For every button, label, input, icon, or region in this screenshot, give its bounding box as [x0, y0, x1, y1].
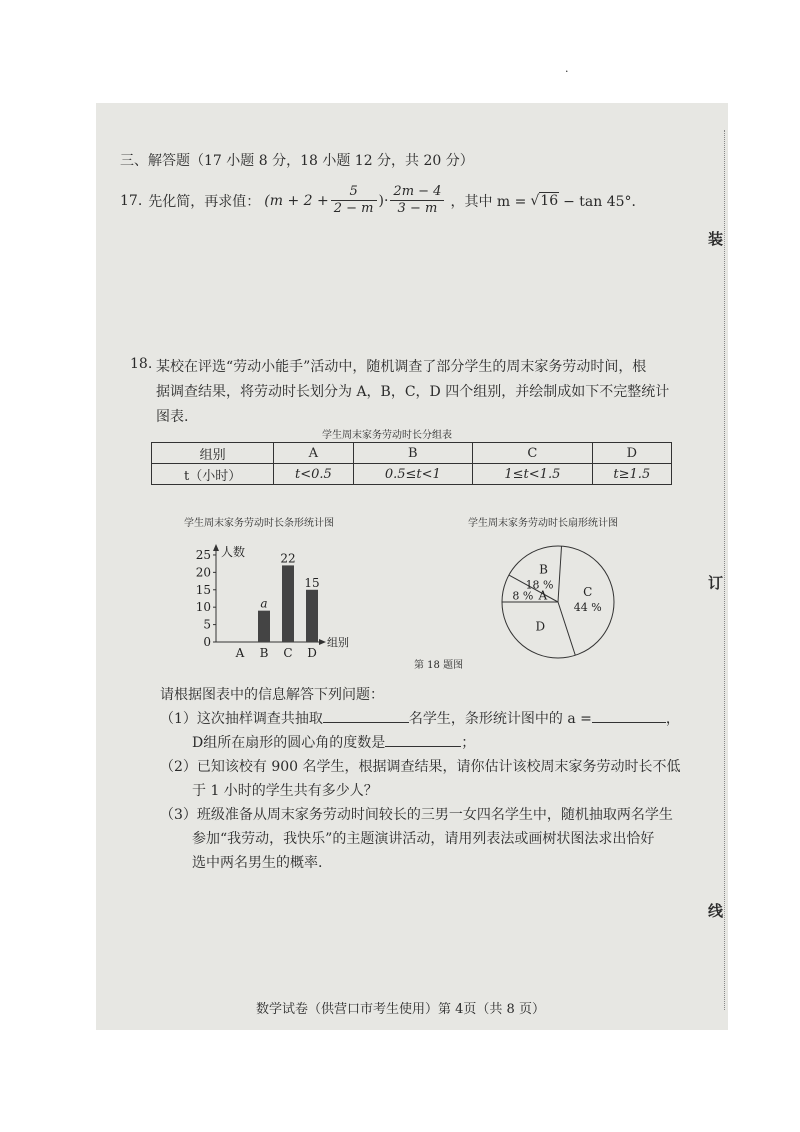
- table-cell: 0.5≤t<1: [353, 464, 473, 485]
- pie-slice-boundary: [558, 602, 575, 655]
- q18-part-2-line-2: 于 1 小时的学生共有多少人？: [192, 783, 378, 799]
- q17-number: 17.: [120, 192, 143, 209]
- q18-part-2-line-1: （2）已知该校有 900 名学生，根据调查结果，请你估计该校周末家务劳动时长不低: [160, 759, 681, 775]
- answer-blank-a[interactable]: [592, 722, 666, 723]
- pie-slice-boundary: [558, 546, 562, 602]
- table-cell: B: [353, 443, 473, 464]
- q17-condition-tail: − tan 45°．: [563, 193, 646, 210]
- answer-blank-angle[interactable]: [385, 746, 461, 747]
- y-tick-label: 5: [203, 617, 211, 632]
- table-header-row: [152, 443, 672, 464]
- q18-line-2: 据调查结果，将劳动时长划分为 A，B，C，D 四个组别，并绘制成如下不完整统计: [156, 384, 670, 400]
- table-cell: t≥1.5: [592, 464, 671, 485]
- q17-frac1-numerator: 5: [331, 184, 377, 201]
- table-cell: 组别: [152, 443, 274, 464]
- grouping-table: [151, 442, 672, 485]
- q18-part-3-line-2: 参加“我劳动，我快乐”的主题演讲活动，请用列表法或画树状图法求出恰好: [192, 831, 655, 847]
- y-tick-label: 20: [195, 565, 211, 580]
- q18-part-3-line-1: （3）班级准备从周末家务劳动时间较长的三男一女四名学生中，随机抽取两名学生: [160, 807, 673, 823]
- bar: [258, 611, 270, 642]
- q18-part-1-line-2: [192, 732, 475, 752]
- x-tick-label: C: [283, 646, 293, 660]
- p1-text-c: ，: [665, 711, 680, 727]
- pie-slice-percent: 18 %: [525, 578, 554, 592]
- section-title: 三、解答题（17 小题 8 分，18 小题 12 分，共 20 分）: [120, 153, 474, 169]
- q18-line-1: 某校在评选“劳动小能手”活动中，随机调查了部分学生的周末家务劳动时间，根: [156, 359, 647, 375]
- y-tick-label: 10: [195, 600, 211, 615]
- bar-data-label: 15: [304, 575, 320, 590]
- table-cell: C: [473, 443, 593, 464]
- x-tick-label: A: [235, 646, 245, 660]
- table-cell: A: [274, 443, 353, 464]
- binding-char-xian: 线: [708, 902, 724, 920]
- q18-line-3: 图表.: [156, 409, 189, 425]
- y-tick-label: 25: [195, 547, 211, 562]
- bar: [282, 565, 294, 642]
- x-tick-label: B: [259, 646, 269, 660]
- binding-char-zhuang: 装: [708, 230, 724, 248]
- page-footer: 数学试卷（供营口市考生使用）第 4页（共 8 页）: [256, 1002, 545, 1017]
- binding-line: [724, 130, 725, 1010]
- y-axis-label: 人数: [221, 545, 246, 559]
- pie-slice-label: C: [583, 585, 593, 600]
- bar-chart: [180, 540, 380, 665]
- q17-expr-open: (m + 2 +: [264, 192, 329, 209]
- q17-sqrt-arg: 16: [540, 193, 559, 210]
- bar: [306, 590, 318, 642]
- y-axis-arrow: [213, 544, 219, 551]
- q17-condition-prefix: ，其中 m =: [450, 193, 527, 210]
- p1-text-d: D组所在扇形的圆心角的度数是: [192, 735, 386, 751]
- pie-chart-title: 学生周末家务劳动时长扇形统计图: [468, 518, 618, 529]
- p1-text-b: 名学生，条形统计图中的 a =: [408, 711, 592, 727]
- q17-sqrt-sign: √: [530, 192, 540, 209]
- q17-fraction-1: [331, 184, 377, 218]
- p1-text-a: （1）这次抽样调查共抽取: [160, 711, 323, 727]
- bar-data-label: a: [260, 596, 268, 611]
- q18-part-1: [160, 708, 680, 728]
- bar-chart-title: 学生周末家务劳动时长条形统计图: [184, 518, 334, 529]
- pie-slice-label: B: [539, 562, 548, 577]
- q17-prompt: 先化简，再求值：: [148, 193, 261, 210]
- binding-char-ding: 订: [708, 574, 724, 592]
- q18-intro: 请根据图表中的信息解答下列问题：: [160, 687, 384, 703]
- p1-text-e: ；: [461, 735, 476, 751]
- answer-blank-count[interactable]: [323, 722, 409, 723]
- bar-data-label: 22: [280, 551, 296, 566]
- question-17: [120, 184, 646, 218]
- q18-number: 18.: [130, 356, 153, 372]
- table-cell: t（小时）: [152, 464, 274, 485]
- y-tick-label: 0: [203, 635, 211, 649]
- q17-frac2-denominator: 3 − m: [397, 201, 438, 217]
- table-title: 学生周末家务劳动时长分组表: [322, 430, 452, 441]
- q17-frac2-numerator: 2m − 4: [390, 184, 444, 201]
- table-row: [152, 464, 672, 485]
- table-cell: D: [592, 443, 671, 464]
- q17-expr-close: )·: [378, 192, 389, 209]
- x-axis-arrow: [319, 639, 326, 645]
- pie-slice-percent: 44 %: [573, 601, 602, 615]
- stray-dot: .: [565, 62, 569, 75]
- pie-chart: [494, 540, 630, 664]
- x-axis-label: 组别: [327, 636, 349, 649]
- q17-fraction-2: [390, 184, 444, 218]
- table-cell: t<0.5: [274, 464, 353, 485]
- pie-slice-label: A: [538, 588, 548, 603]
- pie-slice-percent: 8 %: [512, 589, 534, 603]
- figure-caption: 第 18 题图: [414, 660, 464, 671]
- y-tick-label: 15: [195, 582, 211, 597]
- q17-frac1-denominator: 2 − m: [333, 201, 374, 217]
- x-tick-label: D: [307, 646, 317, 660]
- pie-slice-label: D: [535, 619, 546, 634]
- table-cell: 1≤t<1.5: [473, 464, 593, 485]
- q18-part-3-line-3: 选中两名男生的概率.: [192, 855, 323, 871]
